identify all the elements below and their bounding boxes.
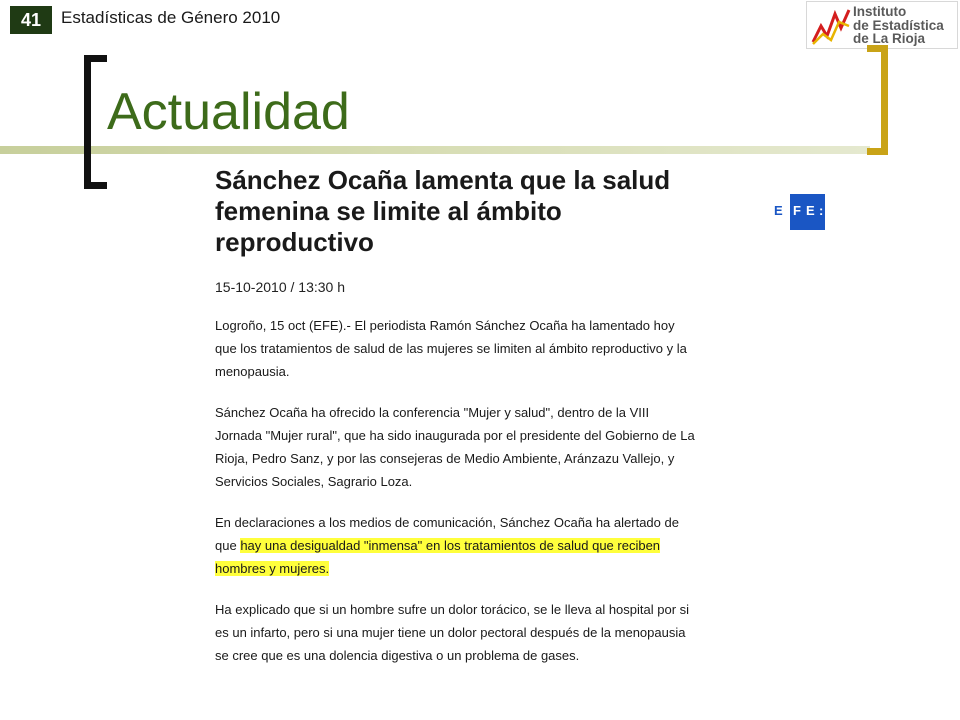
paragraph-line <box>215 557 775 580</box>
paragraph-line: que los tratamientos de salud de las mujeres se limiten al ámbito reproductivo y la <box>215 341 687 356</box>
news-article <box>215 165 775 667</box>
paragraph-line: Servicios Sociales, Sagrario Loza. <box>215 474 413 489</box>
page-number-badge: 41 <box>10 6 52 34</box>
paragraph-line: Jornada "Mujer rural", que ha sido inaugurada por el presidente del Gobierno de La <box>215 428 695 443</box>
article-paragraph-highlighted <box>215 511 775 580</box>
title-underline-band <box>0 146 870 154</box>
article-headline <box>215 165 775 258</box>
headline-line: Sánchez Ocaña lamenta que la salud <box>215 165 671 195</box>
chart-line-icon <box>811 6 851 46</box>
paragraph-line: Rioja, Pedro Sanz, y por las consejeras de Medio Ambiente, Aránzazu Vallejo, y <box>215 451 675 466</box>
paragraph-line: menopausia. <box>215 364 290 379</box>
paragraph-line: Sánchez Ocaña ha ofrecido la conferencia "Mujer y salud", dentro de la VIII <box>215 405 650 420</box>
paragraph-line: es un infarto, pero si una mujer tiene un dolor pectoral después de la menopausia <box>215 625 686 640</box>
headline-line: reproductivo <box>215 227 374 257</box>
header-title: Estadísticas de Género 2010 <box>61 8 281 27</box>
paragraph-line: Logroño, 15 oct (EFE).- El periodista Ramón Sánchez Ocaña ha lamentado hoy <box>215 318 675 333</box>
paragraph-line: En declaraciones a los medios de comunicación, Sánchez Ocaña ha alertado de <box>215 515 679 530</box>
article-paragraph <box>215 314 775 383</box>
paragraph-line: se cree que es una dolencia digestiva o un problema de gases. <box>215 648 580 663</box>
right-bracket-decoration <box>867 45 888 155</box>
logo-line-1: Instituto <box>853 4 907 19</box>
article-paragraph <box>215 401 775 493</box>
paragraph-text: que <box>215 538 241 553</box>
paragraph-line <box>215 534 775 557</box>
highlighted-text: hay una desigualdad "inmensa" en los tratamientos de salud que reciben <box>240 538 661 553</box>
article-paragraph <box>215 598 775 667</box>
article-date: 15-10-2010 / 13:30 h <box>215 279 345 295</box>
logo-line-3: de La Rioja <box>853 31 926 46</box>
efe-logo-colon: : <box>819 203 825 218</box>
left-bracket-decoration <box>84 55 107 189</box>
headline-line: femenina se limite al ámbito <box>215 196 562 226</box>
efe-logo-letter: F <box>793 203 802 218</box>
efe-agency-logo <box>774 194 826 230</box>
institute-logo-text <box>853 5 944 46</box>
institute-logo <box>806 1 958 49</box>
paragraph-line: Ha explicado que si un hombre sufre un dolor torácico, se le lleva al hospital por si <box>215 602 690 617</box>
efe-logo-letter: E <box>774 203 784 218</box>
efe-logo-letter: E <box>806 203 816 218</box>
highlighted-text: hombres y mujeres. <box>215 561 330 576</box>
slide-heading: Actualidad <box>107 83 350 141</box>
logo-line-2: de Estadística <box>853 17 944 33</box>
